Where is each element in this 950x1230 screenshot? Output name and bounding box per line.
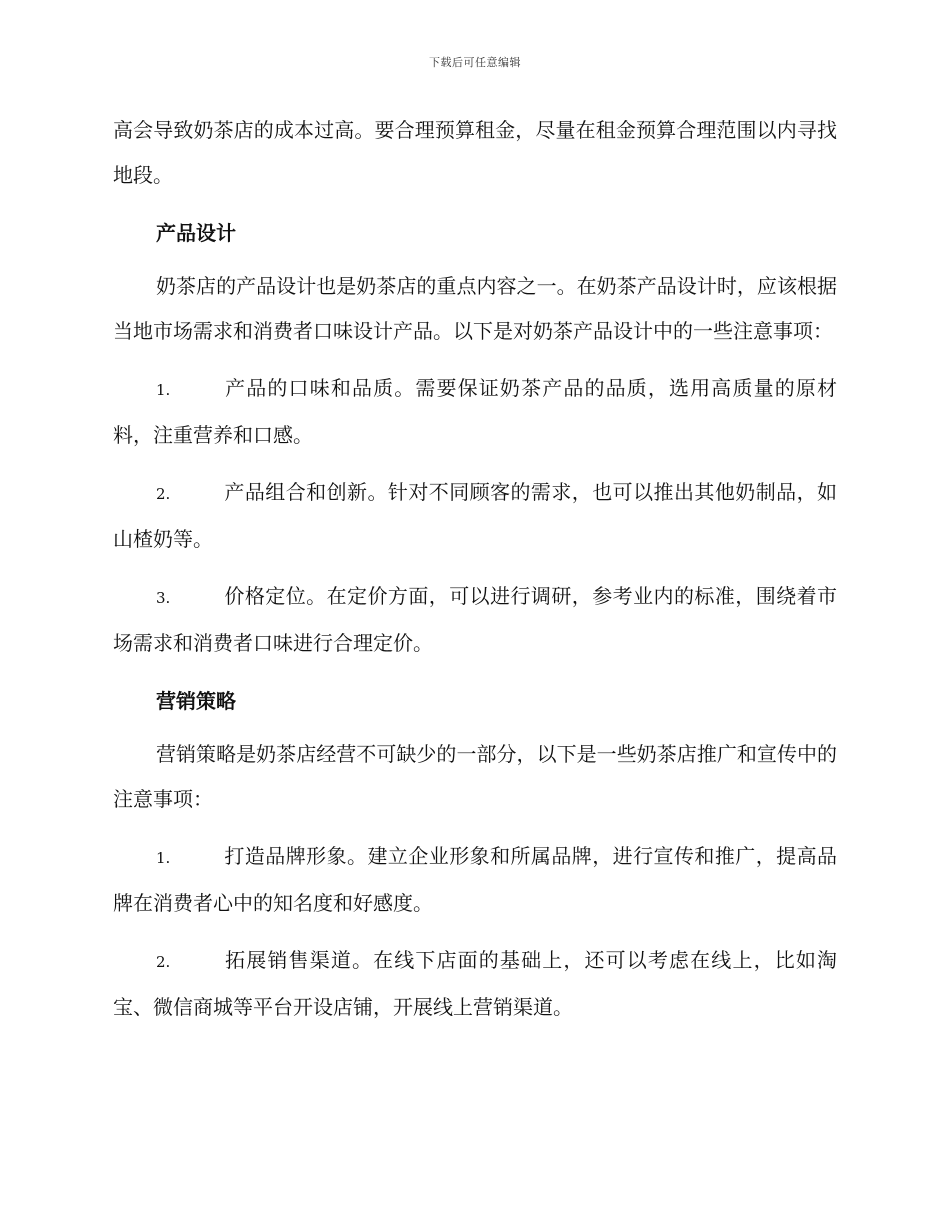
- page-header: 下载后可任意编辑: [429, 56, 521, 69]
- list-item: [113, 574, 837, 666]
- list-item-number: 2.: [156, 953, 171, 971]
- list-item-text: 价格定位。在定价方面，可以进行调研，参考业内的标准，围绕着市场需求和消费者口味进行合理定价。: [113, 584, 837, 655]
- section-heading-marketing-strategy: 营销策略: [156, 689, 236, 713]
- list-item-text: 拓展销售渠道。在线下店面的基础上，还可以考虑在线上，比如淘宝、微信商城等平台开设店铺，开展线上营销渠道。: [113, 948, 837, 1019]
- list-item-number: 3.: [156, 589, 171, 607]
- list-item-text: 产品组合和创新。针对不同顾客的需求，也可以推出其他奶制品，如山楂奶等。: [113, 480, 837, 551]
- list-item-text: 产品的口味和品质。需要保证奶茶产品的品质，选用高质量的原材料，注重营养和口感。: [113, 376, 837, 447]
- list-item: [113, 470, 837, 562]
- list-item-number: 1.: [156, 381, 171, 399]
- product-design-paragraph: 奶茶店的产品设计也是奶茶店的重点内容之一。在奶茶产品设计时，应该根据当地市场需求和消费者口味设计产品。以下是对奶茶产品设计中的一些注意事项：: [113, 274, 837, 343]
- list-item: [113, 834, 837, 926]
- list-item-number: 2.: [156, 485, 171, 503]
- list-item: [113, 366, 837, 458]
- list-item: [113, 938, 837, 1030]
- document-body: [113, 108, 837, 1030]
- intro-paragraph: 高会导致奶茶店的成本过高。要合理预算租金，尽量在租金预算合理范围以内寻找地段。: [113, 118, 837, 187]
- marketing-strategy-paragraph: 营销策略是奶茶店经营不可缺少的一部分，以下是一些奶茶店推广和宣传中的注意事项：: [113, 742, 837, 811]
- list-item-text: 打造品牌形象。建立企业形象和所属品牌，进行宣传和推广，提高品牌在消费者心中的知名度和好感度。: [113, 844, 837, 915]
- list-item-number: 1.: [156, 849, 171, 867]
- section-heading-product-design: 产品设计: [156, 221, 236, 245]
